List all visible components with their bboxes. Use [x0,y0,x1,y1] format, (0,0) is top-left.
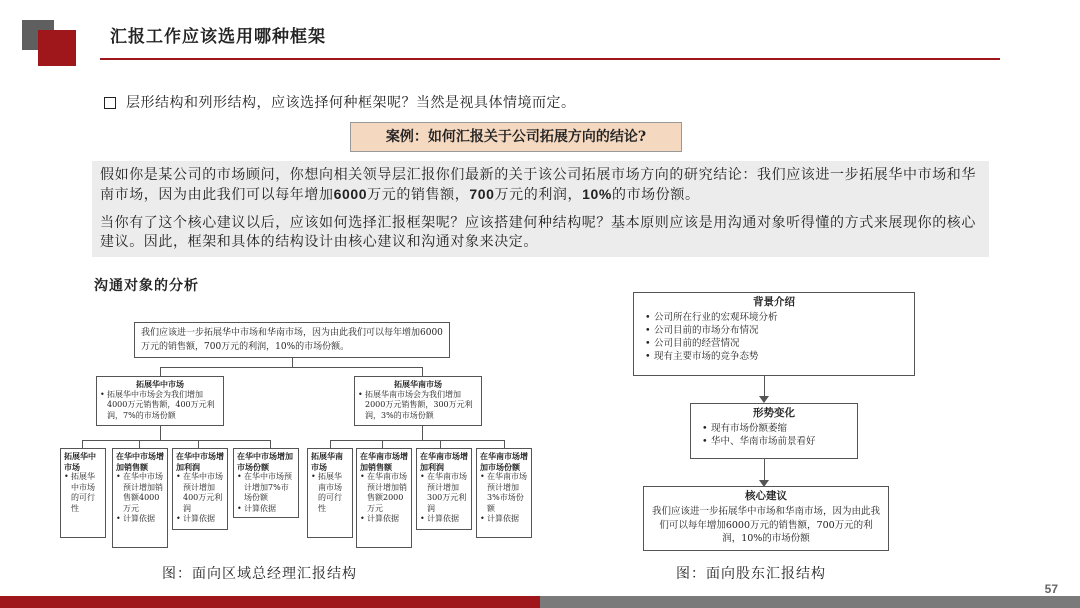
flow-arrow-line [764,376,765,396]
tree-root-box: 我们应该进一步拓展华中市场和华南市场，因为由此我们可以每年增加6000万元的销售额，700万元的利润，10%的市场份额。 [134,322,450,358]
tree-leaf-box: 拓展华中市场 • 拓展华中市场的可行性 [60,448,106,538]
case-label: 案例：如何汇报关于公司拓展方向的结论? [350,122,682,152]
page-number: 57 [1044,582,1058,596]
connector [330,440,504,441]
tree-mid-box-central: 拓展华中市场 • 拓展华中市场会为我们增加4000万元销售额，400万元利润，7%的市场份额 [96,376,224,426]
connector [422,367,423,376]
tree-leaf-box: 在华南市场增加利润 • 在华南市场预计增加300万元利润 • 计算依据 [416,448,472,530]
connector [292,358,293,367]
header-decor-red-square [38,30,76,66]
connector [382,440,383,448]
flow-change-box: 形势变化 • 现有市场份额萎缩 • 华中、华南市场前景看好 [690,403,858,459]
footer-bar-red [0,596,540,608]
bullet-square-icon [104,97,116,109]
tree-leaf-box: 在华中市场增加利润 • 在华中市场预计增加400万元利润 • 计算依据 [172,448,228,530]
connector [270,440,271,448]
connector [422,426,423,440]
flow-background-box: 背景介绍 • 公司所在行业的宏观环境分析 • 公司目前的市场分布情况 • 公司目前的经营情况 • 现有主要市场的竞争态势 [633,292,915,376]
tree-caption: 图：面向区域总经理汇报结构 [162,566,357,582]
arrow-down-icon [759,396,769,403]
connector [330,440,331,448]
connector [160,367,422,368]
connector [440,440,441,448]
section-label: 沟通对象的分析 [94,278,199,294]
scenario-paragraph: 假如你是某公司的市场顾问，你想向相关领导层汇报你们最新的关于该公司拓展市场方向的研究结论：我们应该进一步拓展华中市场和华南市场，因为由此我们可以每年增加6000万元的销售额，700万元的利润，10%的市场份额。 [100,167,976,203]
connector [160,367,161,376]
tree-leaf-box: 在华南市场增加市场份额 • 在华南市场预计增加3%市场份额 • 计算依据 [476,448,532,538]
connector [82,440,270,441]
tree-leaf-box: 在华中市场增加市场份额 • 在华中市场预计增加7%市场份额 • 计算依据 [233,448,299,518]
connector [198,440,199,448]
footer-bar-gray [540,596,1080,608]
flow-arrow-line [764,459,765,480]
tree-mid-box-south: 拓展华南市场 • 拓展华南市场会为我们增加2000万元销售额，300万元利润，3%的市场份额 [354,376,482,426]
connector [504,440,505,448]
connector [82,440,83,448]
principle-paragraph: 当你有了这个核心建议以后，应该如何选择汇报框架呢？应该搭建何种结构呢？基本原则应该是用沟通对象听得懂的方式来展现你的核心建议。因此，框架和具体的结构设计由核心建议和沟通对象来决定。 [100,215,976,250]
flow-caption: 图：面向股东汇报结构 [676,566,826,582]
tree-leaf-box: 拓展华南市场 • 拓展华南市场的可行性 [307,448,353,538]
connector [160,426,161,440]
title-divider [100,58,1000,60]
flow-core-box: 核心建议 我们应该进一步拓展华中市场和华南市场，因为由此我们可以每年增加6000万元的销售额，700万元的利润，10%的市场份额 [643,486,889,551]
page-title: 汇报工作应该选用哪种框架 [110,27,326,47]
bullet-text: 层形结构和列形结构，应该选择何种框架呢？当然是视具体情境而定。 [126,95,576,111]
tree-leaf-box: 在华中市场增加销售额 • 在华中市场预计增加销售额4000万元 • 计算依据 [112,448,168,548]
tree-leaf-box: 在华南市场增加销售额 • 在华南市场预计增加销售额2000万元 • 计算依据 [356,448,412,548]
scenario-block [92,161,989,257]
connector [139,440,140,448]
